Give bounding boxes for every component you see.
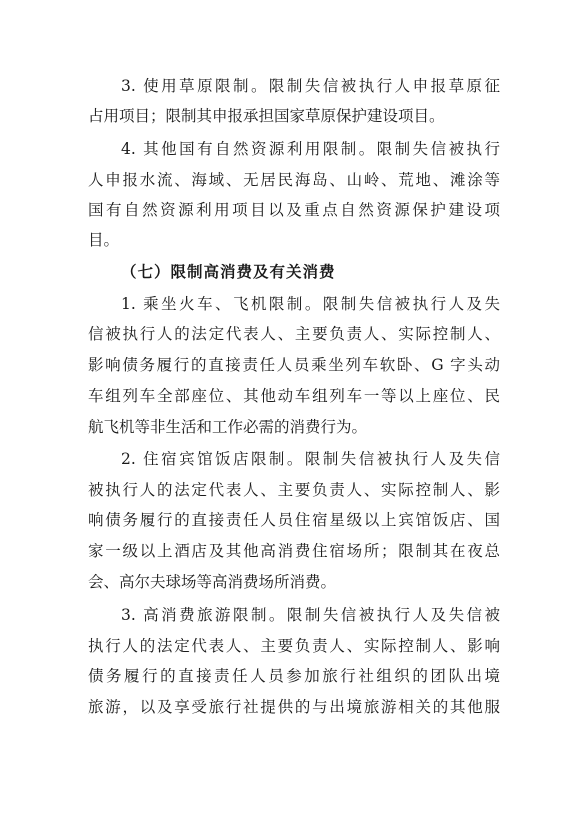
- paragraph-line: 信被执行人的法定代表人、主要负责人、实际控制人、: [88, 325, 500, 343]
- section-heading: （七）限制高消费及有关消费: [121, 263, 336, 281]
- paragraph-line: 目。: [88, 231, 120, 249]
- paragraph-line: 影响债务履行的直接责任人员乘坐列车软卧、G 字头动: [88, 356, 500, 374]
- paragraph-line: 被执行人的法定代表人、主要负责人、实际控制人、影: [88, 481, 500, 499]
- paragraph-line: 2. 住宿宾馆饭店限制。限制失信被执行人及失信: [121, 450, 500, 468]
- paragraph-line: 债务履行的直接责任人员参加旅行社组织的团队出境: [88, 667, 500, 685]
- paragraph-line: 执行人的法定代表人、主要负责人、实际控制人、影响: [88, 637, 500, 655]
- paragraph-line: 旅游，以及享受旅行社提供的与出境旅游相关的其他服: [88, 698, 500, 716]
- paragraph-line: 3. 高消费旅游限制。限制失信被执行人及失信被: [121, 606, 500, 624]
- paragraph-line: 会、高尔夫球场等高消费场所消费。: [88, 573, 337, 591]
- paragraph-line: 车组列车全部座位、其他动车组列车一等以上座位、民: [88, 387, 500, 405]
- paragraph-line: 航飞机等非生活和工作必需的消费行为。: [88, 418, 368, 436]
- paragraph-line: 1. 乘坐火车、飞机限制。限制失信被执行人及失: [121, 295, 500, 313]
- paragraph-line: 国有自然资源利用项目以及重点自然资源保护建设项: [88, 201, 500, 219]
- paragraph-line: 3. 使用草原限制。限制失信被执行人申报草原征: [121, 77, 500, 95]
- paragraph-line: 响债务履行的直接责任人员住宿星级以上宾馆饭店、国: [88, 511, 500, 529]
- paragraph-line: 人申报水流、海域、无居民海岛、山岭、荒地、滩涂等: [88, 171, 500, 189]
- paragraph-line: 家一级以上酒店及其他高消费住宿场所；限制其在夜总: [88, 542, 500, 560]
- paragraph-line: 占用项目；限制其申报承担国家草原保护建设项目。: [88, 107, 445, 125]
- paragraph-line: 4. 其他国有自然资源利用限制。限制失信被执行: [121, 140, 500, 158]
